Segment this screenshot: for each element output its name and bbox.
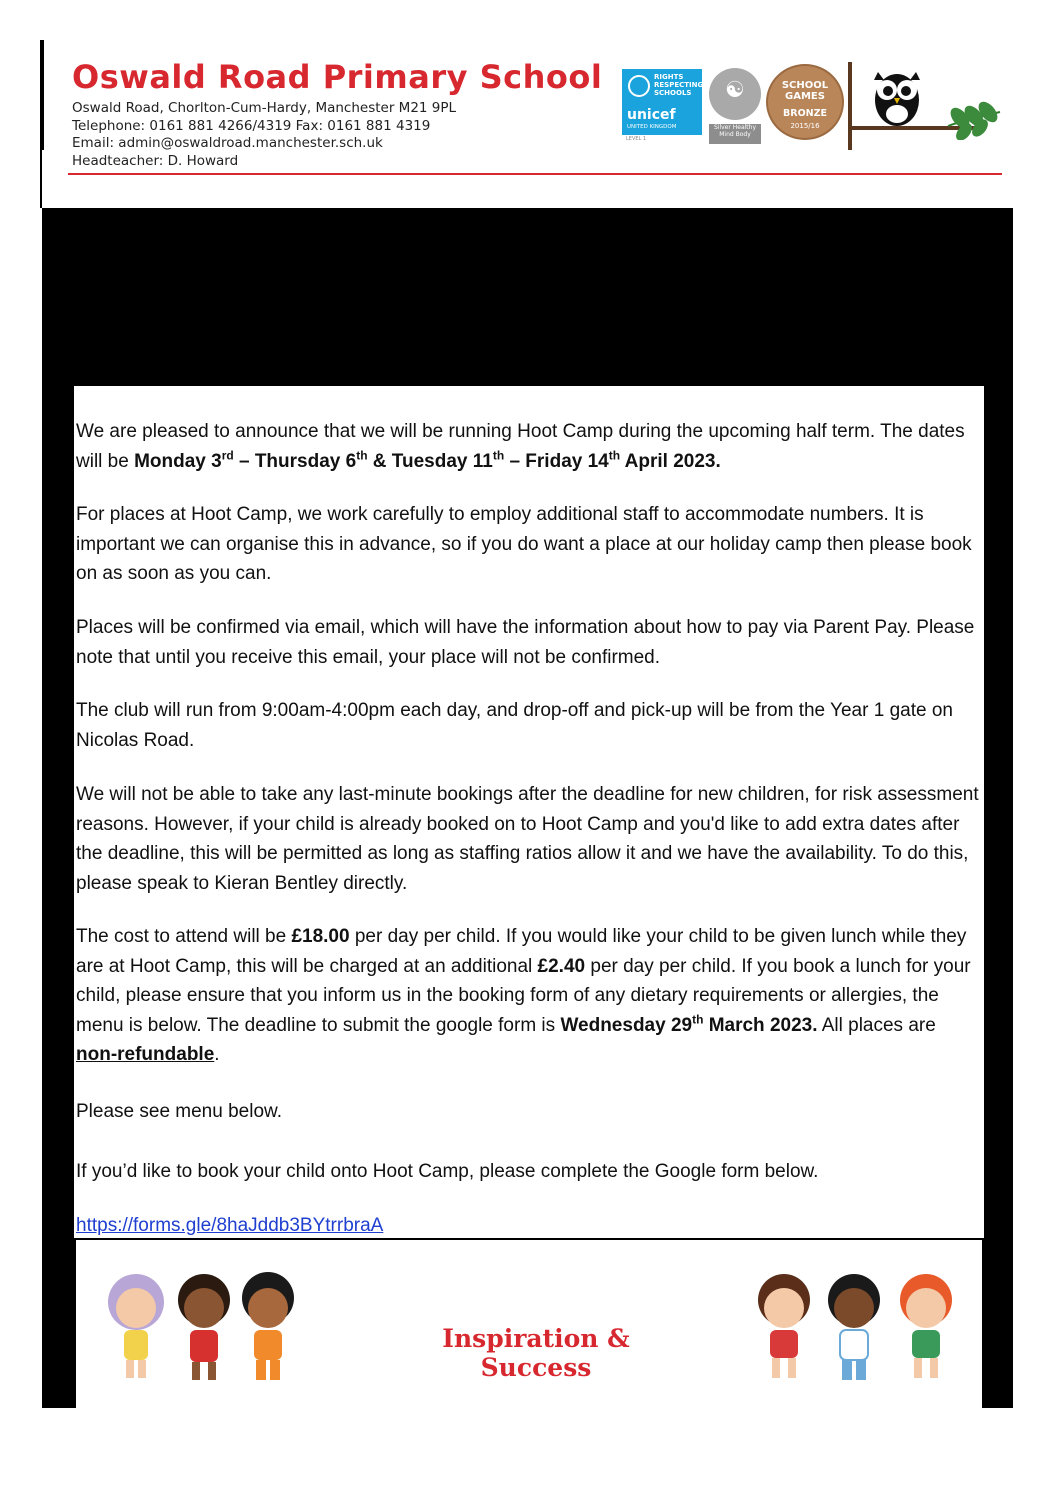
date-part-2: – Thursday 6 [233, 450, 357, 472]
cost-text-e: . [214, 1044, 220, 1065]
header-divider [68, 173, 1002, 175]
intro-text: We are pleased to announce that we will be running Hoot Camp during the upcoming half term. The dates will be [76, 421, 965, 472]
cost-text-b: per day per child. If you would like your child to be given lunch while they are at Hoot Camp, this will be charged at an additional [76, 926, 967, 977]
footer [76, 1240, 982, 1408]
camp-dates [134, 448, 721, 472]
date-sup-2: th [356, 448, 368, 463]
globe-icon [628, 75, 650, 97]
google-form-link[interactable]: https://forms.gle/8haJddb3BYtrrbraA [76, 1215, 384, 1236]
deadline-date [560, 1012, 818, 1036]
cost-text-c: per day per child. If you book a lunch for your child, please ensure that you inform us in the booking form of any dietary requirements or allergies, the menu is below. The deadline to submit the google form is [76, 955, 971, 1036]
silver-badge-text: Silver Healthy Mind Body [709, 124, 761, 144]
rights-respecting-badge [622, 69, 702, 135]
booking-paragraph: If you’d like to book your child onto Hoot Camp, please complete the Google form below. [76, 1161, 819, 1182]
telephone: Telephone: 0161 881 4266/4319 Fax: 0161 881 4319 [72, 117, 431, 134]
letter-body [74, 386, 984, 1238]
deadline-part-1: Wednesday 29 [560, 1014, 693, 1036]
deadline-part-2: March 2023. [703, 1014, 818, 1036]
contact-block [72, 100, 456, 170]
people-icon: ☯ [725, 78, 745, 103]
header-left-rule-lower [40, 150, 42, 208]
address: Oswald Road, Chorlton-Cum-Hardy, Manchester M21 9PL [72, 100, 457, 116]
places-paragraph: For places at Hoot Camp, we work carefully to employ additional staff to accommodate numbers. It is important we can organise this in advance, so if you do want a place at our holiday camp then please book on as soon as you can. [76, 504, 972, 584]
date-sup-1: rd [221, 448, 234, 463]
date-part-3: & Tuesday 11 [367, 450, 493, 472]
menu-paragraph: Please see menu below. [76, 1101, 282, 1122]
games-year: 2015/16 [790, 122, 820, 130]
cost-paragraph [76, 922, 980, 1070]
date-part-5: April 2023. [620, 450, 721, 472]
owl-logo-icon [870, 66, 924, 128]
times-paragraph: The club will run from 9:00am-4:00pm each day, and drop-off and pick-up will be from the Year 1 gate on Nicolas Road. [76, 700, 953, 751]
tagline: Inspiration & Success [442, 1324, 630, 1382]
email: Email: admin@oswaldroad.manchester.sch.uk [72, 135, 383, 151]
unicef-label: unicef [627, 107, 676, 123]
header-left-rule [40, 40, 44, 150]
healthy-schools-badge [709, 68, 761, 120]
deadline-sup: th [692, 1012, 704, 1027]
cost-text-a: The cost to attend will be [76, 926, 292, 947]
day-price: £18.00 [291, 926, 350, 947]
intro-paragraph [76, 417, 980, 476]
games-level: BRONZE [783, 108, 827, 119]
school-name: Oswald Road Primary School [72, 58, 603, 96]
leaves-icon [944, 100, 1004, 140]
school-games-badge [766, 64, 844, 140]
headteacher: Headteacher: D. Howard [72, 152, 239, 169]
rrs-label: RIGHTS RESPECTING SCHOOLS [654, 73, 704, 97]
rrs-level-label: LEVEL 1 [626, 136, 647, 142]
confirmation-paragraph: Places will be confirmed via email, which will have the information about how to pay via Parent Pay. Please note that until you receive this email, your place will not be confirmed. [76, 617, 975, 668]
branch-post [848, 62, 852, 150]
bookings-paragraph: We will not be able to take any last-minute bookings after the deadline for new children, for risk assessment reasons. However, if your child is already booked on to Hoot Camp and you'd like to add extra dates after the deadline, this will be permitted as long as staffing ratios allow it and we have the availability. To do this, please speak to Kieran Bentley directly. [76, 784, 979, 894]
games-title: SCHOOL GAMES [781, 80, 829, 102]
date-part-1: Monday 3 [134, 450, 222, 472]
unicef-uk-label: UNITED KINGDOM [627, 124, 677, 130]
cost-text-d: All places are [817, 1014, 936, 1036]
children-right-illustration [744, 1266, 968, 1390]
date-part-4: – Friday 14 [504, 450, 609, 472]
non-refundable-label: non-refundable [76, 1044, 215, 1065]
lunch-price: £2.40 [537, 955, 586, 977]
children-left-illustration [96, 1266, 312, 1386]
date-sup-3: th [492, 448, 505, 463]
date-sup-4: th [608, 448, 621, 463]
form-link-line [76, 1211, 980, 1241]
